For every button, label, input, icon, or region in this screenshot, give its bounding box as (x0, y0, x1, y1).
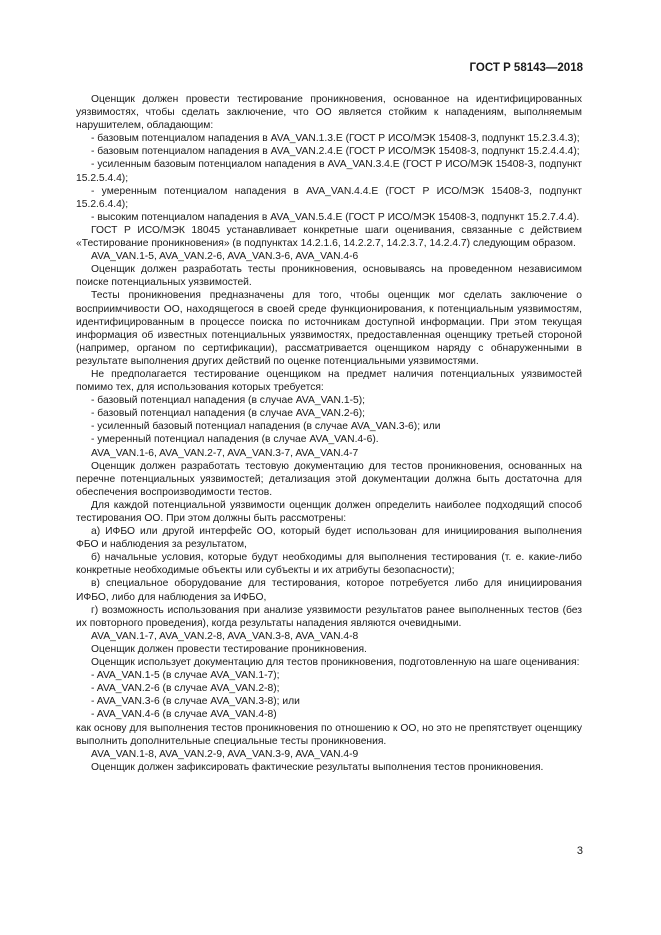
page-number: 3 (576, 845, 583, 857)
paragraph: Оценщик должен провести тестирование проникновения. (91, 643, 367, 655)
paragraph: Оценщик использует документацию для тестов проникновения, подготовленную на шаге оценивания: (91, 657, 580, 669)
section-reference: AVA_VAN.1-8, AVA_VAN.2-9, AVA_VAN.3-9, AVA_VAN.4-9 (91, 748, 359, 760)
paragraph: Оценщик должен провести тестирование проникновения, основанное на идентифицированных уязвимостях, чтобы сделать заключение, что ОО является стойким к нападениям, выполняемым нарушителем, обладающим: (76, 94, 582, 132)
document-body (76, 93, 582, 774)
list-item: - умеренным потенциалом нападения в AVA_VAN.4.4.E (ГОСТ Р ИСО/МЭК 15408-3, подпункт 15.2.6.4.4); (76, 185, 582, 210)
section-reference: AVA_VAN.1-7, AVA_VAN.2-8, AVA_VAN.3-8, AVA_VAN.4-8 (91, 630, 359, 642)
list-item: - базовый потенциал нападения (в случае AVA_VAN.1-5); (91, 395, 366, 407)
list-item: - усиленным базовым потенциалом нападения в AVA_VAN.3.4.E (ГОСТ Р ИСО/МЭК 15408-3, подпункт 15.2.5.4.4); (76, 159, 582, 184)
paragraph: Для каждой потенциальной уязвимости оценщик должен определить наиболее подходящий способ тестирования ОО. При этом должны быть рассмотрены: (76, 499, 582, 524)
list-item: - базовым потенциалом нападения в AVA_VAN.1.3.E (ГОСТ Р ИСО/МЭК 15408-3, подпункт 15.2.3.4.3); (91, 133, 580, 145)
paragraph: Оценщик должен разработать тестовую документацию для тестов проникновения, основанных на перечне потенциальных уязвимостей; детализация этой документации должна быть достаточна для обеспечения воспроизводимости тестов. (76, 460, 582, 498)
list-item: - AVA_VAN.1-5 (в случае AVA_VAN.1-7); (91, 670, 280, 682)
paragraph: Оценщик должен зафиксировать фактические результаты выполнения тестов проникновения. (91, 761, 544, 773)
list-item: б) начальные условия, которые будут необходимы для выполнения тестирования (т. е. какие-либо конкретные необходимые объекты или субъекты и их атрибуты безопасности); (76, 552, 582, 577)
paragraph: Тесты проникновения предназначены для того, чтобы оценщик мог сделать заключение о восприимчивости ОО, находящегося в своей среде функционирования, к потенциальным уязвимостям, идентифицированным в процессе поиска по источникам доступной информации. При этом текущая информация об известных потенциальных уязвимостях, предоставленная оценщику третьей стороной (например, органом по сертификации), рассматривается оценщиком наряду с обнаруженными в результате выполнения других действий по оценке потенциальными уязвимостями. (76, 290, 582, 367)
list-item: - базовым потенциалом нападения в AVA_VAN.2.4.E (ГОСТ Р ИСО/МЭК 15408-3, подпункт 15.2.4.4.4); (91, 146, 580, 158)
paragraph: ГОСТ Р ИСО/МЭК 18045 устанавливает конкретные шаги оценивания, связанные с действием «Тестирование проникновения» (в подпунктах 14.2.1.6, 14.2.2.7, 14.2.3.7, 14.2.4.7) следующим образом. (76, 224, 582, 250)
paragraph: Оценщик должен разработать тесты проникновения, основываясь на проведенном независимом поиске потенциальных уязвимостей. (76, 264, 582, 289)
list-item: а) ИФБО или другой интерфейс ОО, который будет использован для инициирования выполнения ФБО и наблюдения за результатом, (76, 526, 582, 551)
list-item: - AVA_VAN.3-6 (в случае AVA_VAN.3-8); или (91, 696, 300, 708)
list-item: - высоким потенциалом нападения в AVA_VAN.5.4.E (ГОСТ Р ИСО/МЭК 15408-3, подпункт 15.2.7.4.4). (91, 211, 580, 223)
paragraph: как основу для выполнения тестов проникновения по отношению к ОО, но это не препятствует оценщику выполнить дополнительные специальные тесты проникновения. (76, 722, 582, 747)
list-item: - умеренный потенциал нападения (в случае AVA_VAN.4-6). (91, 434, 379, 446)
section-reference: AVA_VAN.1-5, AVA_VAN.2-6, AVA_VAN.3-6, AVA_VAN.4-6 (91, 251, 359, 263)
section-reference: AVA_VAN.1-6, AVA_VAN.2-7, AVA_VAN.3-7, AVA_VAN.4-7 (91, 447, 359, 459)
list-item: - AVA_VAN.4-6 (в случае AVA_VAN.4-8) (91, 709, 277, 721)
list-item: г) возможность использования при анализе уязвимости результатов ранее выполненных тестов (без их повторного проведения), когда результаты нападения являются очевидными. (76, 604, 582, 629)
document-header: ГОСТ Р 58143—2018 (469, 62, 583, 74)
list-item: в) специальное оборудование для тестирования, которое потребуется либо для инициирования ИФБО, либо для наблюдения за ИФБО, (76, 578, 582, 603)
list-item: - усиленный базовый потенциал нападения (в случае AVA_VAN.3-6); или (91, 421, 441, 433)
paragraph: Не предполагается тестирование оценщиком на предмет наличия потенциальных уязвимостей помимо тех, для использования которых требуется: (76, 368, 582, 394)
list-item: - AVA_VAN.2-6 (в случае AVA_VAN.2-8); (91, 683, 280, 695)
list-item: - базовый потенциал нападения (в случае AVA_VAN.2-6); (91, 408, 366, 420)
